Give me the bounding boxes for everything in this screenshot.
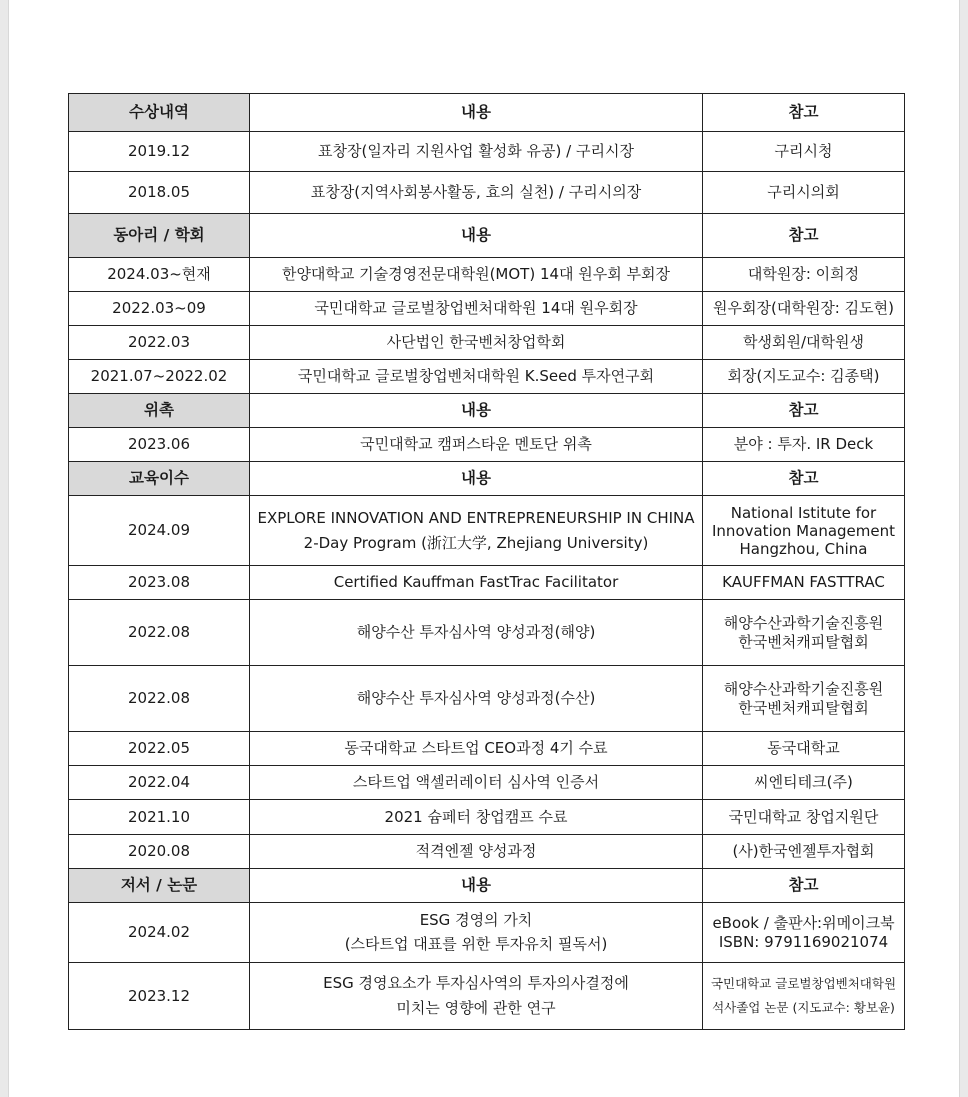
date-cell: 2021.10: [69, 800, 250, 835]
note-line: 해양수산과학기술진흥원: [723, 679, 884, 698]
header-category: 수상내역: [69, 94, 250, 132]
note-cell: 씨엔티테크(주): [703, 766, 905, 800]
header-note: 참고: [703, 94, 905, 132]
note-cell: 국민대학교 창업지원단: [703, 800, 905, 835]
content-line: ESG 경영의 가치: [419, 911, 533, 930]
content-cell: 표창장(일자리 지원사업 활성화 유공) / 구리시장: [250, 132, 703, 172]
header-category: 저서 / 논문: [69, 869, 250, 903]
content-cell: 해양수산 투자심사역 양성과정(해양): [250, 600, 703, 666]
table-row: [69, 766, 905, 800]
content-cell: [250, 496, 703, 566]
content-line: 2-Day Program (浙江大学, Zhejiang University): [303, 533, 649, 552]
note-line: eBook / 출판사:위메이크북: [712, 913, 895, 932]
content-cell: Certified Kauffman FastTrac Facilitator: [250, 566, 703, 600]
header-category: 동아리 / 학회: [69, 214, 250, 258]
table-row: [69, 566, 905, 600]
date-cell: 2024.03~현재: [69, 258, 250, 292]
table-row: [69, 172, 905, 214]
date-cell: 2022.08: [69, 600, 250, 666]
table-row: [69, 666, 905, 732]
note-cell: [703, 496, 905, 566]
content-cell: 해양수산 투자심사역 양성과정(수산): [250, 666, 703, 732]
section-header-publications: [69, 869, 905, 903]
content-cell: 표창장(지역사회봉사활동, 효의 실천) / 구리시의장: [250, 172, 703, 214]
content-cell: 스타트업 액셀러레이터 심사역 인증서: [250, 766, 703, 800]
note-line: Innovation Management: [712, 521, 895, 540]
note-cell: 학생회원/대학원생: [703, 326, 905, 360]
date-cell: 2022.03: [69, 326, 250, 360]
note-line: ISBN: 9791169021074: [718, 932, 889, 951]
document-page: [8, 0, 960, 1097]
date-cell: 2022.04: [69, 766, 250, 800]
section-header-education: [69, 462, 905, 496]
table-row: [69, 428, 905, 462]
table-row: [69, 800, 905, 835]
note-cell: 회장(지도교수: 김종택): [703, 360, 905, 394]
note-line: 석사졸업 논문 (지도교수: 황보윤): [712, 1000, 895, 1015]
date-cell: 2023.08: [69, 566, 250, 600]
note-line: 해양수산과학기술진흥원: [723, 613, 884, 632]
content-cell: 국민대학교 글로벌창업벤처대학원 K.Seed 투자연구회: [250, 360, 703, 394]
note-cell: [703, 666, 905, 732]
date-cell: 2023.06: [69, 428, 250, 462]
note-cell: [703, 903, 905, 963]
note-cell: 구리시청: [703, 132, 905, 172]
note-cell: (사)한국엔젤투자협회: [703, 835, 905, 869]
date-cell: 2018.05: [69, 172, 250, 214]
activity-table: [68, 93, 905, 1030]
section-header-appointment: [69, 394, 905, 428]
content-cell: 한양대학교 기술경영전문대학원(MOT) 14대 원우회 부회장: [250, 258, 703, 292]
note-cell: 원우회장(대학원장: 김도현): [703, 292, 905, 326]
content-cell: 국민대학교 캠퍼스타운 멘토단 위촉: [250, 428, 703, 462]
date-cell: 2022.03~09: [69, 292, 250, 326]
header-content: 내용: [250, 869, 703, 903]
table-row: [69, 326, 905, 360]
note-cell: 동국대학교: [703, 732, 905, 766]
note-cell: KAUFFMAN FASTTRAC: [703, 566, 905, 600]
content-line: (스타트업 대표를 위한 투자유치 필독서): [344, 934, 608, 953]
note-line: 한국벤처캐피탈협회: [738, 698, 869, 717]
header-note: 참고: [703, 394, 905, 428]
content-cell: [250, 903, 703, 963]
content-cell: 적격엔젤 양성과정: [250, 835, 703, 869]
header-content: 내용: [250, 462, 703, 496]
section-header-awards: [69, 94, 905, 132]
table-row: [69, 258, 905, 292]
note-line: 국민대학교 글로벌창업벤처대학원: [710, 976, 897, 992]
header-content: 내용: [250, 214, 703, 258]
table-row: [69, 292, 905, 326]
header-note: 참고: [703, 214, 905, 258]
date-cell: 2021.07~2022.02: [69, 360, 250, 394]
header-category: 위촉: [69, 394, 250, 428]
table-row: [69, 903, 905, 963]
table-row: [69, 132, 905, 172]
table-row: [69, 496, 905, 566]
date-cell: 2023.12: [69, 963, 250, 1030]
header-category: 교육이수: [69, 462, 250, 496]
content-line: ESG 경영요소가 투자심사역의 투자의사결정에: [323, 973, 629, 992]
table-row: [69, 600, 905, 666]
table-row: [69, 360, 905, 394]
note-cell: 분야 : 투자. IR Deck: [703, 428, 905, 462]
note-cell: 대학원장: 이희정: [703, 258, 905, 292]
table-row: [69, 963, 905, 1030]
date-cell: 2024.02: [69, 903, 250, 963]
section-header-clubs: [69, 214, 905, 258]
date-cell: 2022.08: [69, 666, 250, 732]
content-cell: 사단법인 한국벤처창업학회: [250, 326, 703, 360]
table-row: [69, 732, 905, 766]
content-line: 미치는 영향에 관한 연구: [396, 999, 556, 1017]
header-note: 참고: [703, 869, 905, 903]
date-cell: 2019.12: [69, 132, 250, 172]
note-line: Hangzhou, China: [739, 539, 868, 558]
note-cell: [703, 963, 905, 1030]
content-cell: [250, 963, 703, 1030]
content-cell: 2021 슘페터 창업캠프 수료: [250, 800, 703, 835]
note-line: 한국벤처캐피탈협회: [738, 632, 869, 651]
date-cell: 2024.09: [69, 496, 250, 566]
note-cell: [703, 600, 905, 666]
table-row: [69, 835, 905, 869]
date-cell: 2020.08: [69, 835, 250, 869]
note-line: National Istitute for: [730, 503, 877, 522]
content-cell: 동국대학교 스타트업 CEO과정 4기 수료: [250, 732, 703, 766]
header-content: 내용: [250, 394, 703, 428]
content-line: EXPLORE INNOVATION AND ENTREPRENEURSHIP IN CHINA: [257, 508, 695, 527]
date-cell: 2022.05: [69, 732, 250, 766]
note-cell: 구리시의회: [703, 172, 905, 214]
content-cell: 국민대학교 글로벌창업벤처대학원 14대 원우회장: [250, 292, 703, 326]
header-note: 참고: [703, 462, 905, 496]
header-content: 내용: [250, 94, 703, 132]
